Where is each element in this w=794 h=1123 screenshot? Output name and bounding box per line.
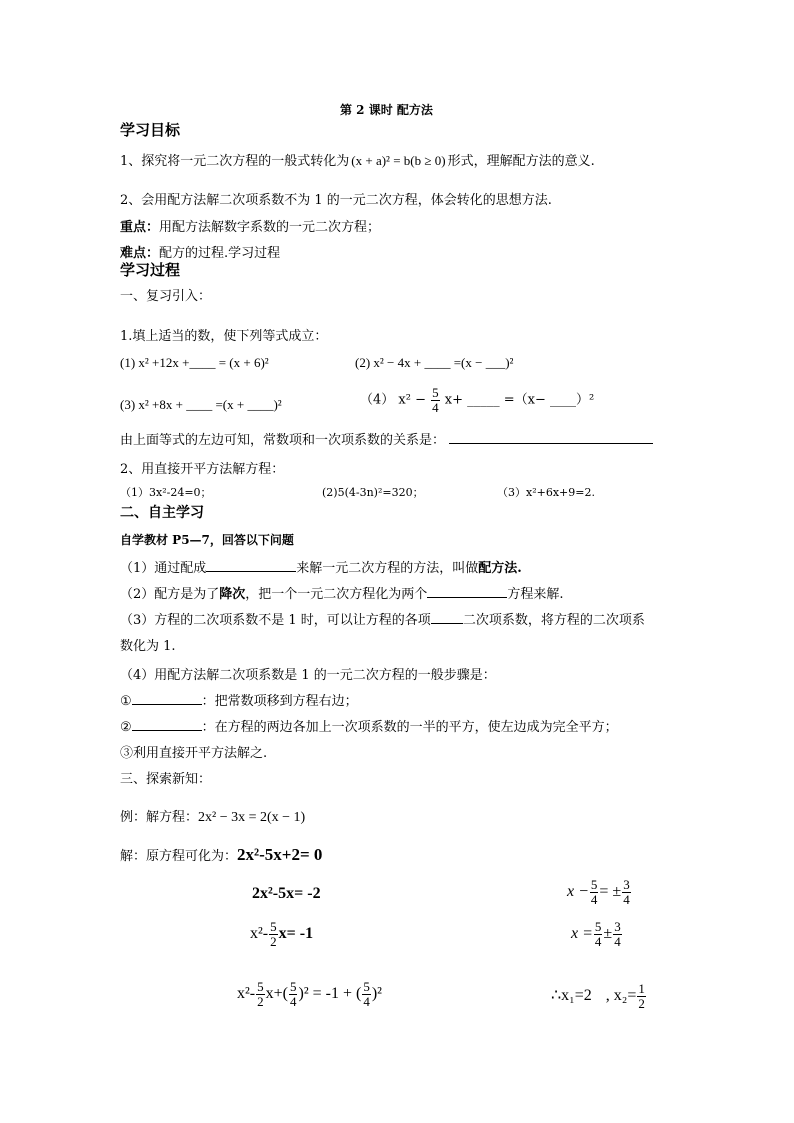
difficult-point: 难点：配方的过程.学习过程	[120, 246, 281, 261]
item-4: （4）用配方法解二次项系数是 1 的一元二次方程的一般步骤是：	[120, 668, 496, 683]
step-1: ① ：把常数项移到方程右边；	[120, 694, 358, 709]
relation-question: 由上面等式的左边可知，常数项和一次项系数的关系是：	[120, 429, 653, 448]
step-2: ② ：在方程的两边各加上一次项系数的一半的平方，使左边成为完全平方；	[120, 720, 618, 735]
step-line-3: x²- $\frac{5}{2}$ x+( $\frac{5}{4}$ )² = -1 + ( $\frac{5}{4}$ )²	[237, 979, 382, 1009]
self-study-heading: 二、自主学习	[120, 505, 204, 521]
item-3-cont: 数化为 1.	[120, 639, 176, 654]
item-1: （1）通过配成 来解一元二次方程的方法，叫做配方法.	[120, 561, 522, 576]
problem-3: （3）x²+6x+9=2.	[497, 486, 595, 499]
exercise-1: (1) x² +12x +____ = (x + 6)²	[120, 355, 269, 370]
page-title: 第 2 课时 配方法	[340, 103, 433, 117]
exercise-2: (2) x² − 4x + ____ =(x − ___)²	[355, 355, 514, 370]
goal-1-formula: (x + a)² = b(b ≥ 0)	[351, 153, 446, 168]
solution-start: 解：原方程可化为：2x²-5x+2= 0	[120, 845, 323, 864]
step-2-blank[interactable]	[132, 719, 202, 731]
example: 例：解方程：2x² − 3x = 2(x − 1)	[120, 810, 306, 825]
section-3-heading: 三、探索新知：	[120, 772, 212, 787]
result-line-2: x = $\frac{5}{4}$ ± $\frac{3}{4}$	[571, 919, 621, 949]
blank-1[interactable]	[206, 560, 296, 572]
step-3: ③利用直接开平方法解之.	[120, 746, 268, 761]
answer-blank[interactable]	[449, 432, 653, 444]
problem-1: （1）3x²-24=0；	[120, 486, 212, 499]
result-line-3: ∴x₁=2 , x₂= $\frac{1}{2}$	[551, 981, 645, 1011]
item-3: （3）方程的二次项系数不是 1 时，可以让方程的各项 二次项系数，将方程的二次项系	[120, 613, 645, 628]
goal-1: 1、探究将一元二次方程的一般式转化为 (x + a)² = b(b ≥ 0) 形式，理解配方法的意义.	[120, 153, 595, 169]
blank-2[interactable]	[427, 586, 507, 598]
exercise-3: (3) x² +8x + ____ =(x + ____)²	[120, 397, 282, 412]
blank-3[interactable]	[431, 612, 463, 624]
step-line-1: 2x²-5x= -2	[252, 885, 321, 902]
goal-2: 2、会用配方法解二次项系数不为 1 的一元二次方程，体会转化的思想方法.	[120, 193, 552, 208]
item-2: （2）配方是为了降次，把一个一元二次方程化为两个 方程来解.	[120, 587, 564, 602]
question-1: 1.填上适当的数，使下列等式成立：	[120, 329, 328, 344]
section-1-heading: 一、复习引入：	[120, 289, 212, 304]
problem-2: (2)5(4-3n)²=320；	[322, 486, 424, 499]
question-2: 2、用直接开平方法解方程：	[120, 462, 285, 477]
step-1-blank[interactable]	[132, 693, 202, 705]
process-heading: 学习过程	[120, 261, 181, 279]
result-line-1: x − $\frac{5}{4}$ = ± $\frac{3}{4}$	[567, 877, 630, 907]
exercise-4: （4） x² − $\frac{5}{4}$ x+ _____ =（x− ____）²	[360, 385, 595, 415]
self-study-instruction: 自学教材 P5—7，回答以下问题	[120, 533, 294, 547]
step-line-2: x²- $\frac{5}{2}$ x= -1	[250, 919, 314, 949]
goals-heading: 学习目标	[120, 121, 181, 139]
key-point: 重点：用配方法解数字系数的一元二次方程；	[120, 220, 381, 235]
